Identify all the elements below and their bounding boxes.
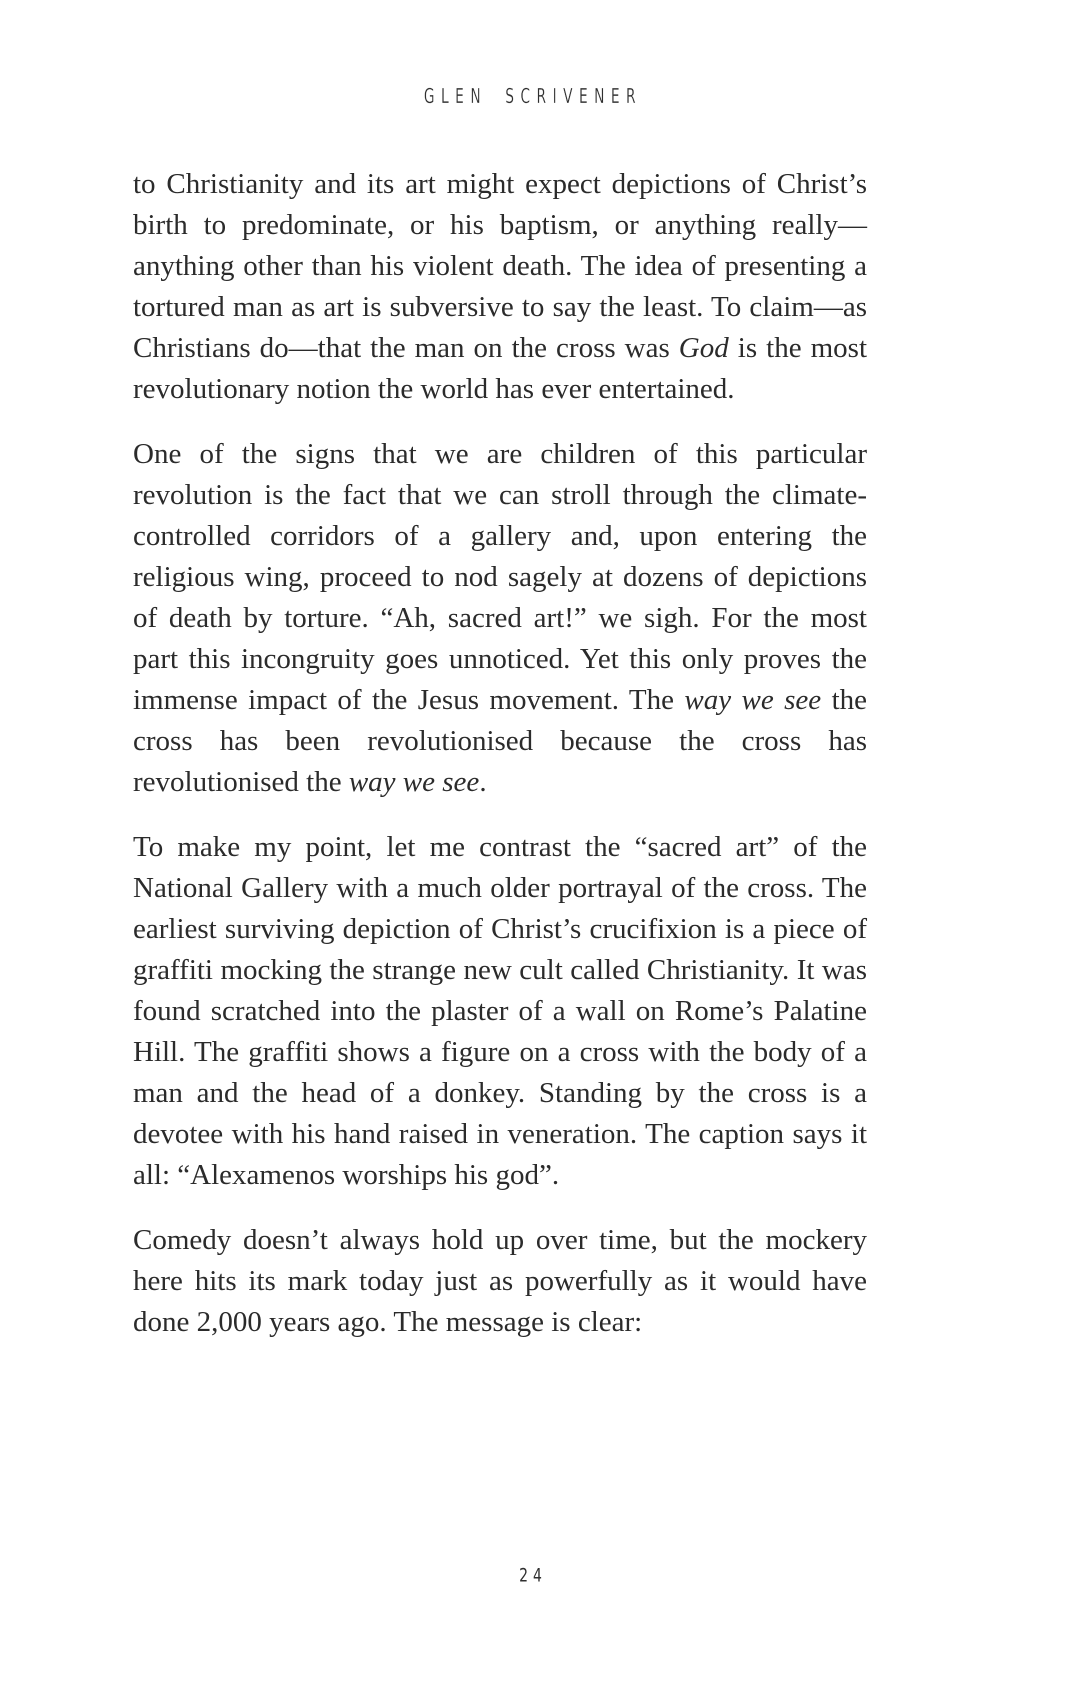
body-text-segment: .: [479, 766, 487, 798]
paragraph: [133, 164, 867, 410]
page-number: 24: [519, 1566, 547, 1587]
running-header: GLEN SCRIVENER: [423, 84, 643, 109]
body-text-segment: Comedy doesn’t always hold up over time, but the mockery here hits its mark today just as powerfully as it would have done 2,000 years ago. The message is clear:: [133, 1224, 867, 1338]
body-text-segment: the cross has been revolutionised because the cross has revolutionised the: [133, 684, 867, 798]
body-text-segment: One of the signs that we are children of this particular revolution is the fact that we can stroll through the climate-controlled corridors of a gallery and, upon entering the religious wing, proceed to nod sagely at dozens of depictions of death by torture. “Ah, sacred art!” we sigh. For the most part this incongruity goes unnoticed. Yet this only proves the immense impact of the Jesus movement. The: [133, 438, 867, 716]
paragraph: [133, 434, 867, 803]
paragraph: [133, 827, 867, 1196]
page-body: [133, 164, 867, 1367]
italic-text: way we see: [684, 684, 822, 716]
paragraph: [133, 1220, 867, 1343]
body-text-segment: To make my point, let me contrast the “sacred art” of the National Gallery with a much older portrayal of the cross. The earliest surviving depiction of Christ’s crucifixion is a piece of graffiti mocking the strange new cult called Christianity. It was found scratched into the plaster of a wall on Rome’s Palatine Hill. The graffiti shows a figure on a cross with the body of a man and the head of a donkey. Standing by the cross is a devotee with his hand raised in veneration. The caption says it all: “Alexamenos worships his god”.: [133, 831, 867, 1191]
body-text-segment: to Christianity and its art might expect depictions of Christ’s birth to predominate, or his baptism, or anything really—anything other than his violent death. The idea of presenting a tortured man as art is subversive to say the least. To claim—as Christians do—that the man on the cross was: [133, 168, 867, 364]
italic-text: God: [678, 332, 729, 364]
body-text-segment: is the most revolutionary notion the world has ever entertained.: [133, 332, 867, 405]
italic-text: way we see: [348, 766, 480, 798]
